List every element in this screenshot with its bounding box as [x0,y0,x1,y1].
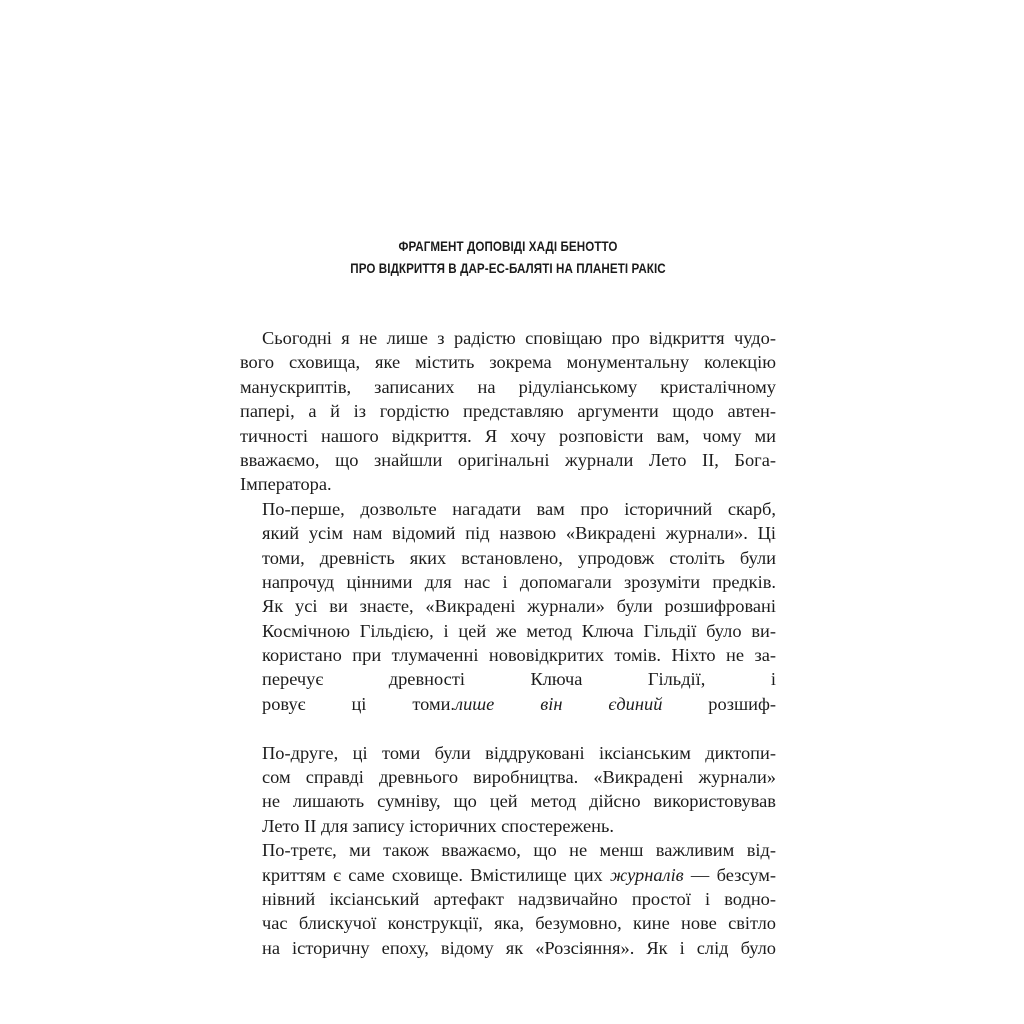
text-line-with-italic [240,863,776,887]
paragraph-4 [240,838,776,960]
text-line: манускриптів, записаних на рідуліанському кристалічному [240,376,776,397]
text-line: перечує древності Ключа Гільдії, і [262,669,776,690]
text-line: вого сховища, яке містить зокрема монументальну колекцію [240,352,776,373]
text-line: Сьогодні я не лише з радістю сповіщаю про відкриття чудо- [262,328,776,348]
text-line: на історичну епоху, відому як «Розсіяння». Як і слід було [262,937,776,958]
heading-line-1: ФРАГМЕНТ ДОПОВІДІ ХАДІ БЕНОТТО [398,239,618,254]
text-line: По-третє, ми також вважаємо, що не менш важливим від- [262,840,776,861]
text-line: напрочуд цінними для нас і допомагали зрозуміти предків. [262,571,776,592]
text-run: криттям є саме сховище. Вмістилище цих [262,864,611,885]
italic-emphasis: журналів [610,864,684,885]
text-line: не лишають сумніву, що цей метод дійсно використовував [262,791,776,812]
text-line: вважаємо, що знайшли оригінальні журнали Лето II, Бога- [240,449,776,470]
paragraph-3 [240,741,776,839]
text-line: Імператора. [240,474,332,495]
body-text [240,326,776,960]
text-line: Лето II для запису історичних спостережень. [262,815,614,836]
text-line: По-перше, дозвольте нагадати вам про історичний скарб, [262,498,776,519]
text-line-with-italic [240,692,776,716]
text-line: сом справді древнього виробництва. «Викрадені журнали» [262,767,776,788]
text-run: — безсум- [683,864,776,885]
text-run: розшиф- [662,693,777,714]
italic-emphasis: лише він єдиний [455,693,663,714]
text-line [240,716,776,740]
text-line: томи, древність яких встановлено, упродовж століть були [262,547,776,568]
text-line: нівний іксіанський артефакт надзвичайно простої і водно- [262,888,776,909]
text-run: ровує ці томи. [262,693,456,714]
text-line: Космічною Гільдією, і цей же метод Ключа Гільдії було ви- [262,620,776,641]
chapter-heading [278,236,739,280]
text-line: По-друге, ці томи були віддруковані іксіанським диктопи- [262,742,776,763]
paragraph-1 [240,326,776,497]
heading-line-2: ПРО ВІДКРИТТЯ В ДАР-ЕС-БАЛЯТІ НА ПЛАНЕТІ РАКІС [350,261,666,276]
text-line: папері, а й із гордістю представляю аргументи щодо автен- [240,401,776,422]
paragraph-2 [240,497,776,741]
text-line: користано при тлумаченні нововідкритих томів. Ніхто не за- [262,645,776,666]
text-line: тичності нашого відкриття. Я хочу розповісти вам, чому ми [240,425,776,446]
text-line: який усім нам відомий під назвою «Викрадені журнали». Ці [262,523,776,544]
text-line: час блискучої конструкції, яка, безумовно, кине нове світло [262,913,776,934]
text-line: Як усі ви знаєте, «Викрадені журнали» були розшифровані [262,596,776,617]
